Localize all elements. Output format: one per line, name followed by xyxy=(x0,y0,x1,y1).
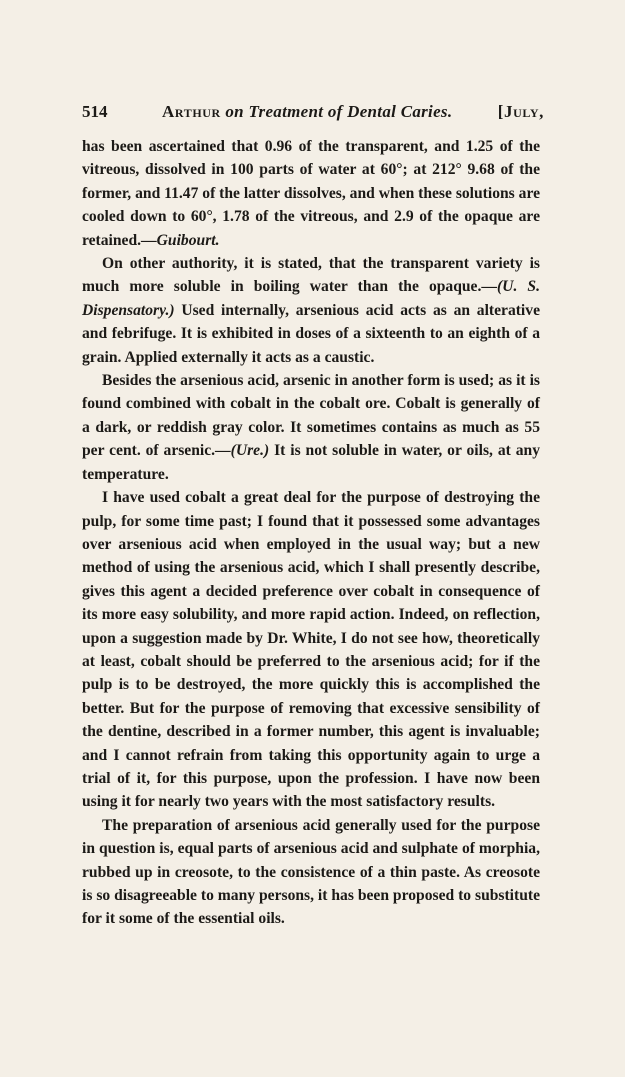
body-text xyxy=(82,135,540,931)
paragraph-3-rest: It is not soluble in water, or oils, at any temperature. xyxy=(82,442,540,483)
paragraph-2-rest: Used internally, arsenious acid acts as an alterative and febrifuge. It is exhibited in doses of a sixteenth to an eighth of a grain. Applied externally it acts as a caustic. xyxy=(82,301,540,366)
citation-guibourt: Guibourt. xyxy=(156,231,220,249)
paragraph-2-text: On other authority, it is stated, that the transparent variety is much more soluble in boiling water than the opaque.— xyxy=(82,255,540,296)
running-title-on: on xyxy=(225,102,244,121)
running-title xyxy=(162,101,452,123)
paragraph-5-text: The preparation of arsenious acid generally used for the purpose in question is, equal parts of arsenious acid and sulphate of morphia, rubbed up in creosote, to the consistence of a thin paste. As creosote is so disagreeable to many persons, it has been proposed to substitute for it some of the essential oils. xyxy=(82,816,540,928)
paragraph-4 xyxy=(82,486,540,814)
paragraph-5 xyxy=(82,814,540,931)
paragraph-2 xyxy=(82,252,540,369)
citation-ure: (Ure.) xyxy=(230,442,270,460)
running-title-author: Arthur xyxy=(162,102,221,121)
page-number: 514 xyxy=(82,102,108,121)
paragraph-4-text: I have used cobalt a great deal for the purpose of destroying the pulp, for some time past; I found that it possessed some advantages over arsenious acid when employed in the usual way; but a new method of using the arsenious acid, which I shall presently describe, gives this agent a decided preference over cobalt in consequence of its more easy solubility, and more rapid action. Indeed, on reflection, upon a suggestion made by Dr. White, I do not see how, theoretically at least, cobalt should be preferred to the arsenious acid; for if the pulp is to be destroyed, the more quickly this is accomplished the better. But for the purpose of removing that excessive sensibility of the dentine, described in a former number, this agent is invaluable; and I cannot refrain from taking this opportunity again to urge a trial of it, for this purpose, upon the profession. I have now been using it for nearly two years with the most satisfactory results. xyxy=(82,489,540,811)
paragraph-3 xyxy=(82,369,540,486)
issue-label: [July, xyxy=(497,102,544,121)
paragraph-1-text: has been ascertained that 0.96 of the transparent, and 1.25 of the vitreous, dissolved in 100 parts of water at 60°; at 212° 9.68 of the former, and 11.47 of the latter dissolves, and when these solutions are cooled down to 60°, 1.78 of the vitreous, and 2.9 of the opaque are retained.— xyxy=(82,138,541,249)
running-header xyxy=(82,101,544,123)
running-title-subject: Treatment of Dental Caries. xyxy=(248,102,453,121)
paragraph-1 xyxy=(82,135,540,252)
paragraph-3-text: Besides the arsenious acid, arsenic in another form is used; as it is found combined with cobalt in the cobalt ore. Cobalt is generally of a dark, or reddish gray color. It sometimes contains as much as 55 per cent. of arsenic.— xyxy=(82,372,540,460)
citation-us-dispensatory: (U. S. Dispensatory.) xyxy=(82,278,540,319)
